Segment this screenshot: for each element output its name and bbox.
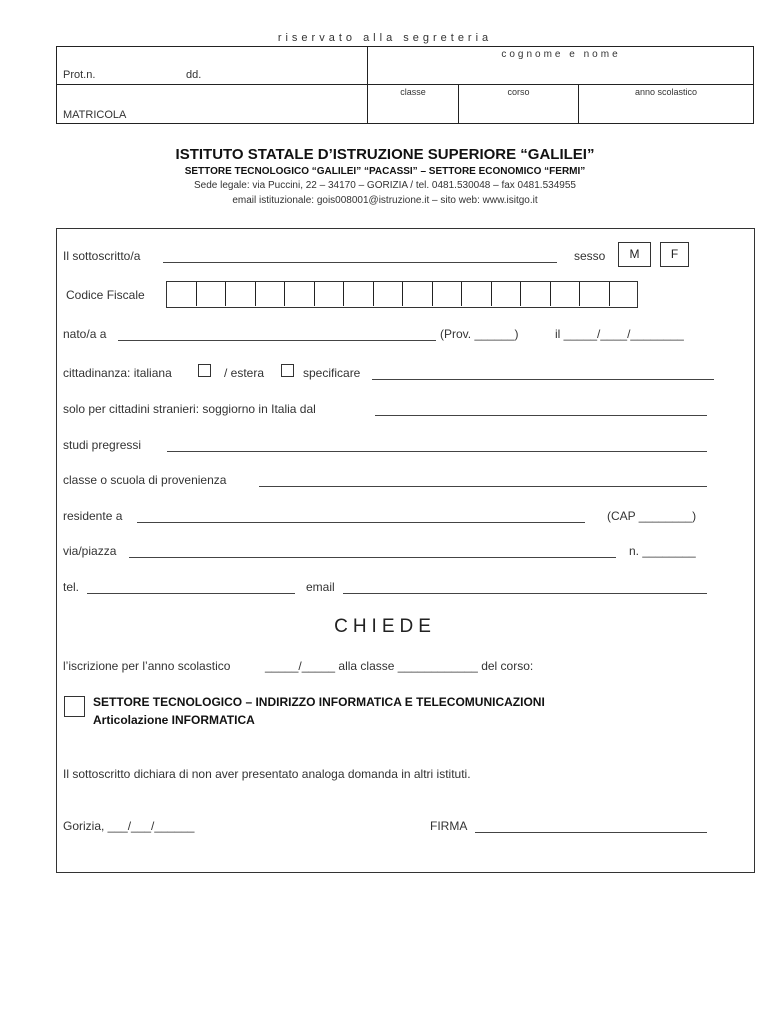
provenienza-label: classe o scuola di provenienza — [63, 473, 227, 487]
codice-fiscale-cell-divider — [225, 282, 226, 306]
cittadinanza-label: cittadinanza: italiana — [63, 366, 172, 380]
studi-field[interactable] — [167, 451, 707, 452]
nato-field[interactable] — [118, 340, 436, 341]
codice-fiscale-cell-divider — [432, 282, 433, 306]
email-label: email — [306, 580, 335, 594]
studi-label: studi pregressi — [63, 438, 142, 452]
codice-fiscale-cell-divider — [373, 282, 374, 306]
codice-fiscale-cell-divider — [284, 282, 285, 306]
codice-fiscale-cell-divider — [520, 282, 521, 306]
residente-label: residente a — [63, 509, 123, 523]
codice-fiscale-cell-divider — [579, 282, 580, 306]
school-subtitle: SETTORE TECNOLOGICO “GALILEI” “PACASSI” – SETTORE ECONOMICO “FERMI” — [184, 166, 586, 177]
numero-field[interactable]: n. ________ — [629, 544, 696, 558]
sottoscritto-label: Il sottoscritto/a — [63, 249, 141, 263]
dd-label: dd. — [186, 69, 202, 81]
sesso-m-box[interactable]: M — [618, 242, 651, 267]
specificare-label: specificare — [303, 366, 361, 380]
chiede-heading: CHIEDE — [334, 616, 436, 637]
cognome-nome-label: cognome e nome — [501, 49, 621, 60]
codice-fiscale-cell-divider — [402, 282, 403, 306]
settore-label: SETTORE TECNOLOGICO – INDIRIZZO INFORMATICA E TELECOMUNICAZIONI — [93, 695, 545, 709]
prov-field[interactable]: (Prov. ______) — [440, 327, 519, 341]
anno-scolastico-label: anno scolastico — [634, 87, 698, 97]
prot-label: Prot.n. — [63, 69, 96, 81]
gorizia-date-field[interactable]: Gorizia, ___/___/______ — [63, 819, 195, 833]
codice-fiscale-cell-divider — [609, 282, 610, 306]
codice-fiscale-cell-divider — [550, 282, 551, 306]
sottoscritto-field[interactable] — [163, 262, 557, 263]
codice-fiscale-label: Codice Fiscale — [66, 288, 145, 302]
codice-fiscale-cell-divider — [314, 282, 315, 306]
settore-checkbox[interactable] — [64, 696, 85, 717]
iscrizione-label: l’iscrizione per l’anno scolastico — [63, 659, 231, 673]
corso-label: corso — [507, 87, 530, 97]
nato-label: nato/a a — [63, 327, 107, 341]
email-istituzionale: email istituzionale: gois008001@istruzione.it – sito web: www.isitgo.it — [232, 195, 538, 206]
via-label: via/piazza — [63, 544, 117, 558]
estera-label: / estera — [224, 366, 265, 380]
dichiarazione-text: Il sottoscritto dichiara di non aver presentato analoga domanda in altri istituti. — [63, 767, 471, 781]
articolazione-label: Articolazione INFORMATICA — [93, 713, 255, 727]
email-field[interactable] — [343, 593, 707, 594]
codice-fiscale-cell-divider — [255, 282, 256, 306]
firma-label: FIRMA — [430, 819, 468, 833]
tel-field[interactable] — [87, 593, 295, 594]
codice-fiscale-cell-divider — [343, 282, 344, 306]
specificare-field[interactable] — [372, 379, 714, 380]
classe-label: classe — [400, 87, 426, 97]
school-title: ISTITUTO STATALE D’ISTRUZIONE SUPERIORE “GALILEI” — [175, 146, 595, 163]
soggiorno-label: solo per cittadini stranieri: soggiorno in Italia dal — [63, 402, 316, 416]
sede-legale: Sede legale: via Puccini, 22 – 34170 – GORIZIA / tel. 0481.530048 – fax 0481.534955 — [194, 180, 576, 191]
via-field[interactable] — [129, 557, 616, 558]
sesso-f-box[interactable]: F — [660, 242, 689, 267]
estera-checkbox[interactable] — [281, 364, 294, 377]
data-nascita-field[interactable]: il _____/____/________ — [555, 327, 684, 341]
tel-label: tel. — [63, 580, 80, 594]
iscrizione-fields[interactable]: _____/_____ alla classe ____________ del corso: — [265, 659, 534, 673]
italiana-checkbox[interactable] — [198, 364, 211, 377]
codice-fiscale-cell-divider — [491, 282, 492, 306]
firma-field[interactable] — [475, 832, 707, 833]
sesso-label: sesso — [574, 249, 606, 263]
cap-field[interactable]: (CAP ________) — [607, 509, 697, 523]
matricola-label: MATRICOLA — [63, 109, 127, 121]
codice-fiscale-cell-divider — [196, 282, 197, 306]
riservato-label: riservato alla segreteria — [277, 32, 493, 44]
codice-fiscale-cell-divider — [461, 282, 462, 306]
soggiorno-field[interactable] — [375, 415, 707, 416]
provenienza-field[interactable] — [259, 486, 707, 487]
residente-field[interactable] — [137, 522, 585, 523]
